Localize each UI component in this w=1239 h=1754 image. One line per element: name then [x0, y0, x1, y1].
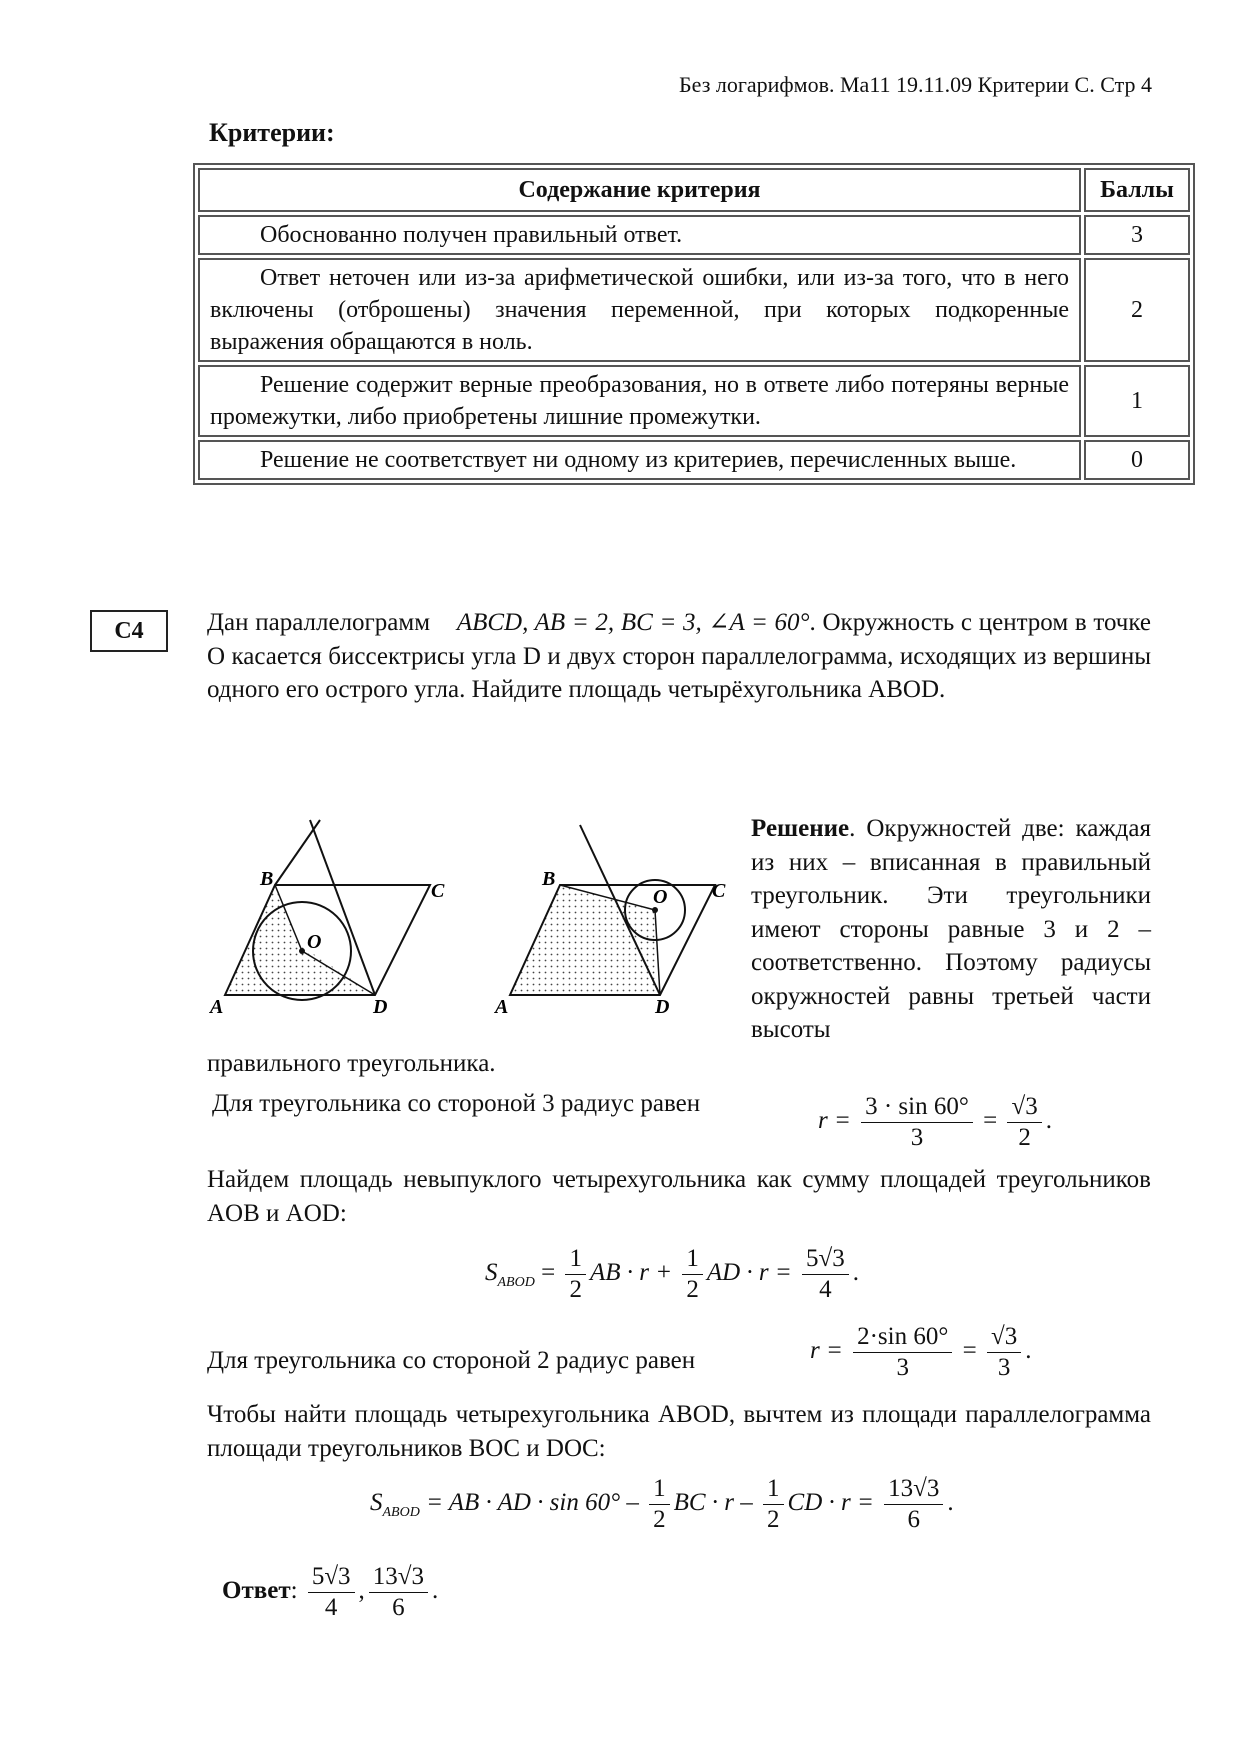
label-O: O	[307, 931, 322, 953]
formula-area-difference: $S_{ABOD}$ = AB · AD · sin 60° – $\frac{1}{2}$ BC · r – $\frac{1}{2}$ CD · r = $\frac{13√3}{6}$ .	[370, 1475, 954, 1533]
formula-r-side-2: r = $\frac{2\cdot\sin 60^\circ}{3}$ = $\frac{√3}{3}$ .	[810, 1323, 1032, 1381]
label-C: C	[712, 880, 726, 902]
table-row	[198, 365, 1190, 437]
table-row	[198, 258, 1190, 362]
figure-right	[490, 815, 730, 1015]
label-D: D	[655, 996, 670, 1015]
label-O: O	[653, 886, 668, 908]
solution-paragraph-2: Найдем площадь невыпуклого четырехугольника как сумму площадей треугольников AOB и AOD:	[207, 1166, 1151, 1227]
solution-intro-tail: правильного треугольника.	[207, 1050, 496, 1077]
criterion-text: Решение не соответствует ни одному из критериев, перечисленных выше.	[198, 440, 1081, 480]
formula-area-sum: $S_{ABOD}$ = $\frac{1}{2}$ AB · r + $\frac{1}{2}$ AD · r = $\frac{5√3}{4}$ .	[485, 1245, 860, 1303]
figure-left	[205, 815, 445, 1015]
solution-line-1: Для треугольника со стороной 3 радиус равен	[212, 1090, 701, 1117]
solution-paragraph-4: Чтобы найти площадь четырехугольника ABOD, вычтем из площади параллелограмма площади треугольников BOC и DOC:	[207, 1401, 1151, 1462]
answer: Ответ: $\frac{5√3}{4}$ , $\frac{13√3}{6}$ .	[222, 1563, 439, 1621]
solution-line-3: Для треугольника со стороной 2 радиус равен	[207, 1347, 696, 1374]
table-header-row	[198, 168, 1190, 212]
table-row	[198, 215, 1190, 255]
criterion-points: 0	[1084, 440, 1190, 480]
label-D: D	[373, 996, 388, 1015]
label-A: A	[495, 996, 509, 1015]
problem-label: С4	[90, 610, 168, 652]
criterion-text: Ответ неточен или из-за арифметической ошибки, или из-за того, что в него включены (отброшены) значения переменной, при которых подкоренные выражения обращаются в ноль.	[198, 258, 1081, 362]
criterion-points: 2	[1084, 258, 1190, 362]
criteria-title: Критерии:	[209, 118, 335, 147]
problem-statement: Дан параллелограмм ABCD, AB = 2, BC = 3, ∠A = 60°. Окружность с центром в точке O касается биссектрисы угла D и двух сторон параллелограмма, исходящих из вершины одного его острого угла. Найдите площадь четырёхугольника ABOD.	[207, 609, 1151, 703]
label-C: C	[431, 880, 445, 902]
page-header: Без логарифмов. Ма11 19.11.09 Критерии С. Стр 4	[679, 72, 1152, 97]
solution-intro: Решение. Окружностей две: каждая из них – вписанная в правильный треугольник. Эти треугольники имеют стороны равные 3 и 2 – соответственно. Поэтому радиусы окружностей равны третьей части высоты	[751, 815, 1151, 1043]
criterion-points: 1	[1084, 365, 1190, 437]
criterion-text: Решение содержит верные преобразования, но в ответе либо потеряны верные промежутки, либо приобретены лишние промежутки.	[198, 365, 1081, 437]
column-header-content: Содержание критерия	[198, 168, 1081, 212]
column-header-points: Баллы	[1084, 168, 1190, 212]
label-B: B	[260, 868, 274, 890]
criteria-table	[193, 163, 1195, 485]
formula-r-side-3: r = $\frac{3 \cdot \sin 60^\circ}{3}$ = $\frac{√3}{2}$ .	[818, 1093, 1052, 1151]
label-B: B	[542, 868, 556, 890]
criterion-text: Обоснованно получен правильный ответ.	[198, 215, 1081, 255]
label-A: A	[210, 996, 224, 1015]
criterion-points: 3	[1084, 215, 1190, 255]
table-row	[198, 440, 1190, 480]
